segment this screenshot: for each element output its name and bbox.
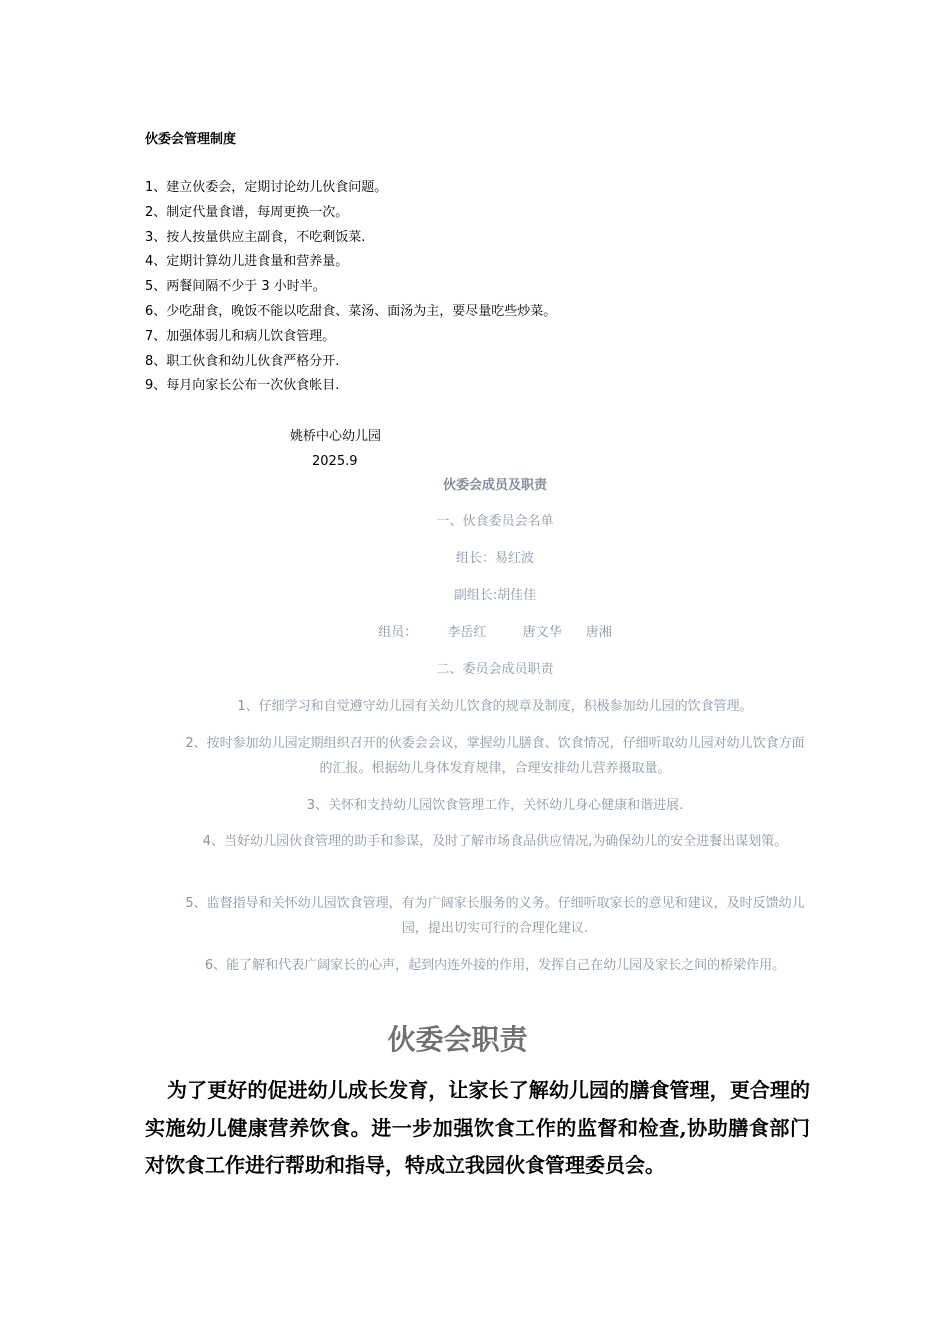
rule-item: 9、每月向家长公布一次伙食帐目.	[145, 378, 340, 394]
committee-list-heading: 一、伙食委员会名单	[436, 514, 554, 529]
members-label: 组员：	[378, 625, 418, 640]
member-name: 唐湘	[585, 625, 612, 640]
rules-list	[145, 176, 556, 399]
responsibilities-paragraph: 为了更好的促进幼儿成长发育，让家长了解幼儿园的膳食管理，更合理的实施幼儿健康营养饮食。进一步加强饮食工作的监督和检查,协助膳食部门对饮食工作进行帮助和指导，特成立我园伙食管理委员会。	[145, 1078, 810, 1177]
group-members	[180, 621, 810, 645]
rule-item: 4、定期计算幼儿进食量和营养量。	[145, 254, 349, 270]
document-date: 2025.9	[312, 454, 358, 469]
group-leader: 组长：易红波	[455, 551, 534, 566]
rule-item: 8、职工伙食和幼儿伙食严格分开.	[145, 353, 340, 369]
duty-item: 6、能了解和代表广阔家长的心声，起到内连外接的作用，发挥自己在幼儿园及家长之间的桥梁作用。	[204, 958, 786, 973]
member-name: 李岳红	[447, 625, 487, 640]
rule-item: 1、建立伙委会，定期讨论幼儿伙食问题。	[145, 180, 388, 195]
members-duties-title: 伙委会成员及职责	[442, 478, 547, 493]
rules-title: 伙委会管理制度	[145, 132, 237, 147]
duty-item: 4、当好幼儿园伙食管理的助手和参谋，及时了解市场食品供应情况,为确保幼儿的安全进餐出谋划策。	[202, 834, 788, 849]
member-name: 唐文华	[522, 625, 562, 640]
duty-item: 3、关怀和支持幼儿园饮食管理工作，关怀幼儿身心健康和谐进展.	[306, 798, 684, 813]
responsibilities-title: 伙委会职责	[387, 1023, 528, 1056]
vice-group-leader: 副组长:胡佳佳	[453, 588, 537, 603]
rule-item: 7、加强体弱儿和病儿饮食管理。	[145, 328, 336, 344]
rule-item: 2、制定代量食谱，每周更换一次。	[145, 204, 349, 220]
duty-item: 5、监督指导和关怀幼儿园饮食管理，有为广阔家长服务的义务。仔细听取家长的意见和建议，及时反馈幼儿园，提出切实可行的合理化建议.	[185, 896, 805, 936]
organization-name: 姚桥中心幼儿园	[290, 429, 382, 444]
duty-item: 1、仔细学习和自觉遵守幼儿园有关幼儿饮食的规章及制度，积极参加幼儿园的饮食管理。	[237, 699, 753, 714]
rule-item: 6、少吃甜食，晚饭不能以吃甜食、菜汤、面汤为主，要尽量吃些炒菜。	[145, 303, 557, 319]
rule-item: 5、两餐间隔不少于 3 小时半。	[145, 279, 326, 295]
rule-item: 3、按人按量供应主副食，不吃剩饭菜.	[145, 229, 366, 245]
duties-heading: 二、委员会成员职责	[436, 662, 554, 677]
duty-item: 2、按时参加幼儿园定期组织召开的伙委会会议，掌握幼儿膳食、饮食情况，仔细听取幼儿园对幼儿饮食方面的汇报。根据幼儿身体发育规律，合理安排幼儿营养摄取量。	[185, 736, 805, 776]
